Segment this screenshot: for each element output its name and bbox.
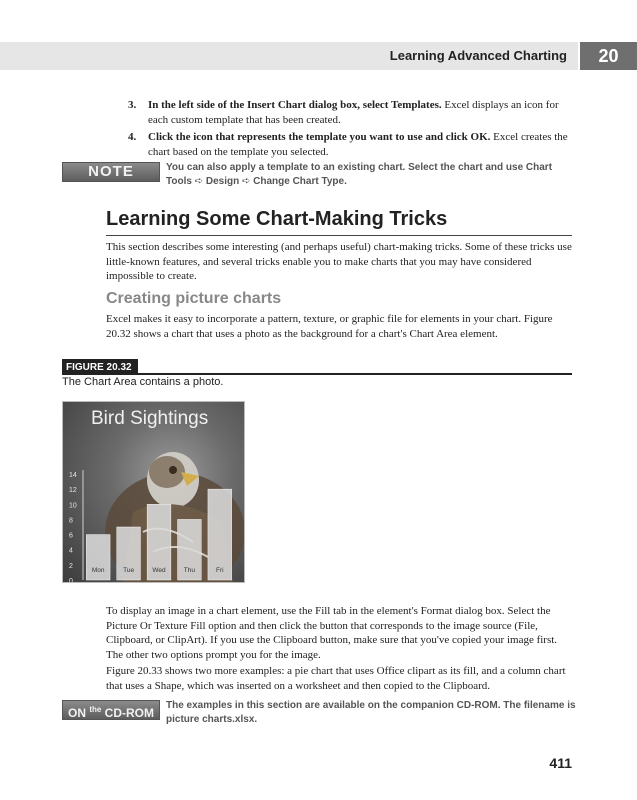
step-number: 4. bbox=[128, 131, 137, 143]
body-paragraph-fill: To display an image in a chart element, use the Fill tab in the element's Format dialog box. Select the Picture Or Texture Fill option and then click the button that corresponds to the image source (File, Clipboard, or ClipArt). If you use the Clipboard button, make sure that you've copied your image first. The other two options prompt you for the image. bbox=[106, 605, 558, 661]
note-badge: NOTE bbox=[62, 162, 160, 182]
x-tick-label: Mon bbox=[91, 567, 105, 574]
cdrom-badge-on: ON bbox=[67, 706, 86, 720]
cdrom-badge-the: the bbox=[89, 705, 102, 714]
page-number: 411 bbox=[549, 755, 572, 771]
picture-chart bbox=[62, 401, 245, 583]
step-explanation: Excel displays an icon for each custom template that has been created. bbox=[148, 99, 559, 126]
x-tick-label: Tue bbox=[123, 567, 135, 574]
subsection-heading: Creating picture charts bbox=[106, 290, 282, 307]
y-tick-label: 12 bbox=[69, 487, 77, 495]
cdrom-badge bbox=[62, 700, 160, 720]
section-heading: Learning Some Chart-Making Tricks bbox=[106, 208, 572, 236]
step-instruction: In the left side of the Insert Chart dialog box, select Templates. bbox=[148, 99, 442, 111]
y-tick-label: 4 bbox=[69, 547, 73, 555]
chart-title: Bird Sightings bbox=[91, 408, 209, 429]
step-3 bbox=[128, 98, 572, 127]
step-number: 3. bbox=[128, 99, 137, 111]
x-tick-label: Wed bbox=[152, 567, 166, 574]
figure-caption: The Chart Area contains a photo. bbox=[62, 376, 224, 388]
chapter-number-badge: 20 bbox=[580, 42, 637, 70]
x-tick-label: Thu bbox=[183, 567, 196, 574]
numbered-steps bbox=[128, 98, 572, 162]
y-tick-label: 2 bbox=[69, 562, 73, 570]
y-tick-label: 10 bbox=[69, 502, 77, 510]
section-intro: This section describes some interesting (and perhaps useful) chart-making tricks. Some of these tricks use little-known features, and several tricks enable you to make charts that you may have considered impossible to create. bbox=[106, 241, 572, 282]
note-text: You can also apply a template to an existing chart. Select the chart and use Chart Tools ➪ Design ➪ Change Chart Type. bbox=[166, 162, 553, 187]
figure-label bbox=[62, 357, 572, 375]
figure-label-text: FIGURE 20.32 bbox=[62, 359, 138, 375]
body-paragraph-examples: Figure 20.33 shows two more examples: a pie chart that uses Office clipart as its fill, and a column chart that uses a Shape, which was inserted on a worksheet and then copied to the Clipboard. bbox=[106, 665, 566, 692]
running-header-title: Learning Advanced Charting bbox=[389, 48, 567, 63]
subsection-text: Excel makes it easy to incorporate a pattern, texture, or graphic file for elements in your chart. Figure 20.32 shows a chart that uses a photo as the background for a chart's Chart Area element. bbox=[106, 313, 553, 340]
y-tick-label: 8 bbox=[69, 517, 73, 525]
cdrom-text: The examples in this section are available on the companion CD-ROM. The filename is picture charts.xlsx. bbox=[166, 700, 576, 725]
x-tick-label: Fri bbox=[216, 567, 224, 574]
y-tick-label: 6 bbox=[69, 532, 73, 540]
y-tick-label: 14 bbox=[69, 472, 77, 479]
cdrom-badge-cd: CD-ROM bbox=[104, 706, 154, 720]
step-instruction: Click the icon that represents the template you want to use and click OK. bbox=[148, 131, 491, 143]
step-4 bbox=[128, 130, 572, 159]
step-explanation: Excel creates the chart based on the template you selected. bbox=[148, 131, 568, 158]
y-tick-label: 0 bbox=[69, 578, 73, 582]
